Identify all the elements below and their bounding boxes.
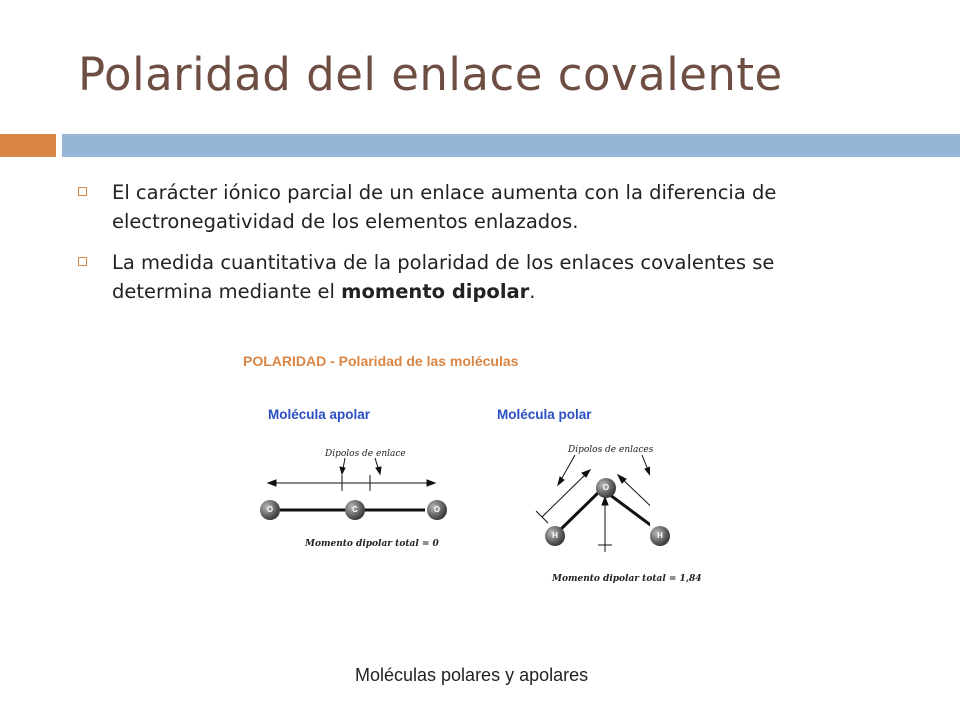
apolar-label: Molécula apolar: [268, 407, 371, 422]
atom-oxygen: O: [596, 478, 616, 498]
slide-title: Polaridad del enlace covalente: [78, 48, 783, 101]
bullet-list: [76, 178, 846, 318]
bullet-text: La medida cuantitativa de la polaridad de los enlaces covalentes se determina mediante el: [112, 251, 775, 303]
polarity-figure: [230, 345, 702, 685]
atom-oxygen: O: [260, 500, 280, 520]
accent-bar-orange: [0, 134, 56, 157]
atom-carbon: C: [345, 500, 365, 520]
atom-hydrogen: H: [650, 526, 670, 546]
bullet-item: [76, 178, 846, 236]
bullet-bold-term: momento dipolar: [341, 280, 530, 303]
bullet-text: El carácter iónico parcial de un enlace aumenta con la diferencia de electronegatividad de los elementos enlazados.: [112, 181, 777, 233]
bullet-item: [76, 248, 846, 306]
polar-annotation: Dipolos de enlaces: [568, 445, 654, 455]
atom-hydrogen: H: [545, 526, 565, 546]
square-bullet-icon: [78, 257, 87, 266]
bullet-text-end: .: [529, 280, 536, 303]
accent-bar-blue: [62, 134, 960, 157]
figure-caption: Moléculas polares y apolares: [355, 665, 589, 685]
polar-label: Molécula polar: [497, 407, 592, 422]
square-bullet-icon: [78, 187, 87, 196]
apolar-annotation: Dipolos de enlace: [325, 449, 406, 459]
polar-total-moment: Momento dipolar total = 1,84: [552, 574, 702, 584]
apolar-total-moment: Momento dipolar total = 0: [305, 539, 439, 549]
figure-title: POLARIDAD - Polaridad de las moléculas: [243, 353, 519, 369]
atom-oxygen: O: [427, 500, 447, 520]
